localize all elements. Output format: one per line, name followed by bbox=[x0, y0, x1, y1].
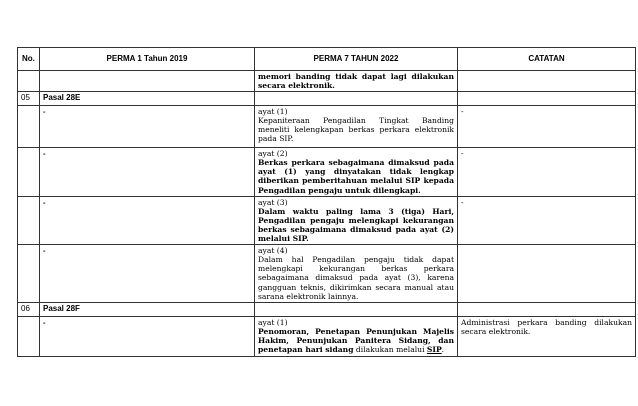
ayat-text: Dalam hal Pengadilan pengaju tidak dapat melengkapi kekurangan berkas perkara sebagaimana dimaksud pada ayat (3), karena gangguan teknis, dikirimkan secara manual atau sarana elektronik lainnya. bbox=[258, 255, 454, 301]
continuation-text: memori banding tidak dapat lagi dilakukan secara elektronik. bbox=[255, 71, 458, 92]
perma-2019-cell: - bbox=[40, 148, 255, 196]
section-number: 05 bbox=[18, 92, 40, 106]
pasal-label: Pasal 28E bbox=[40, 92, 255, 106]
ayat-label: ayat (1) bbox=[258, 318, 288, 328]
perma-2022-cell bbox=[255, 148, 458, 196]
ayat-label: ayat (1) bbox=[258, 107, 288, 117]
perma-2022-cell bbox=[255, 245, 458, 303]
header-no: No. bbox=[18, 48, 40, 71]
table-row-continuation bbox=[18, 71, 636, 92]
catatan-cell: - bbox=[458, 148, 636, 196]
ayat-end: . bbox=[441, 345, 445, 355]
perma-2019-cell: - bbox=[40, 317, 255, 357]
perma-2019-cell: - bbox=[40, 106, 255, 148]
table-row bbox=[18, 148, 636, 196]
ayat-label: ayat (3) bbox=[258, 197, 288, 207]
table-row bbox=[18, 245, 636, 303]
ayat-bold-text: Penomoran, Penetapan Penunjukan Majelis Hakim, Penunjukan Panitera Sidang, dan penetapan hari sidang bbox=[258, 327, 454, 355]
table-row bbox=[18, 196, 636, 244]
catatan-cell: Administrasi perkara banding dilakukan secara elektronik. bbox=[458, 317, 636, 357]
catatan-cell: - bbox=[458, 196, 636, 244]
perma-2022-cell bbox=[255, 106, 458, 148]
ayat-plain-text: dilakukan melalui bbox=[353, 345, 427, 355]
sip-text: SIP bbox=[426, 345, 442, 355]
ayat-text bbox=[258, 327, 454, 354]
section-05-header bbox=[18, 92, 636, 106]
ayat-label: ayat (2) bbox=[258, 149, 288, 159]
header-catatan: CATATAN bbox=[458, 48, 636, 71]
perma-2019-cell: - bbox=[40, 245, 255, 303]
header-row bbox=[18, 48, 636, 71]
ayat-text: Dalam waktu paling lama 3 (tiga) Hari, Pengadilan pengaju melengkapi kekurangan berkas sebagaimana dimaksud pada ayat (2) melalui SIP. bbox=[258, 206, 454, 244]
table-row bbox=[18, 106, 636, 148]
section-number: 06 bbox=[18, 303, 40, 317]
catatan-cell bbox=[458, 245, 636, 303]
perma-2022-cell bbox=[255, 317, 458, 357]
header-perma-2019: PERMA 1 Tahun 2019 bbox=[40, 48, 255, 71]
pasal-label: Pasal 28F bbox=[40, 303, 255, 317]
section-06-header bbox=[18, 303, 636, 317]
catatan-cell: - bbox=[458, 106, 636, 148]
perma-comparison-table bbox=[17, 47, 636, 357]
perma-2022-cell bbox=[255, 196, 458, 244]
ayat-text: Berkas perkara sebagaimana dimaksud pada ayat (1) yang dinyatakan tidak lengkap diberikan pemberitahuan melalui SIP kepada Pengadilan pengaju untuk dilengkapi. bbox=[258, 158, 454, 195]
perma-2019-cell: - bbox=[40, 196, 255, 244]
ayat-label: ayat (4) bbox=[258, 246, 288, 256]
header-perma-2022: PERMA 7 TAHUN 2022 bbox=[255, 48, 458, 71]
ayat-text: Kepaniteraan Pengadilan Tingkat Banding meneliti kelengkapan berkas perkara elektronik pada SIP. bbox=[258, 116, 454, 144]
table-row bbox=[18, 317, 636, 357]
